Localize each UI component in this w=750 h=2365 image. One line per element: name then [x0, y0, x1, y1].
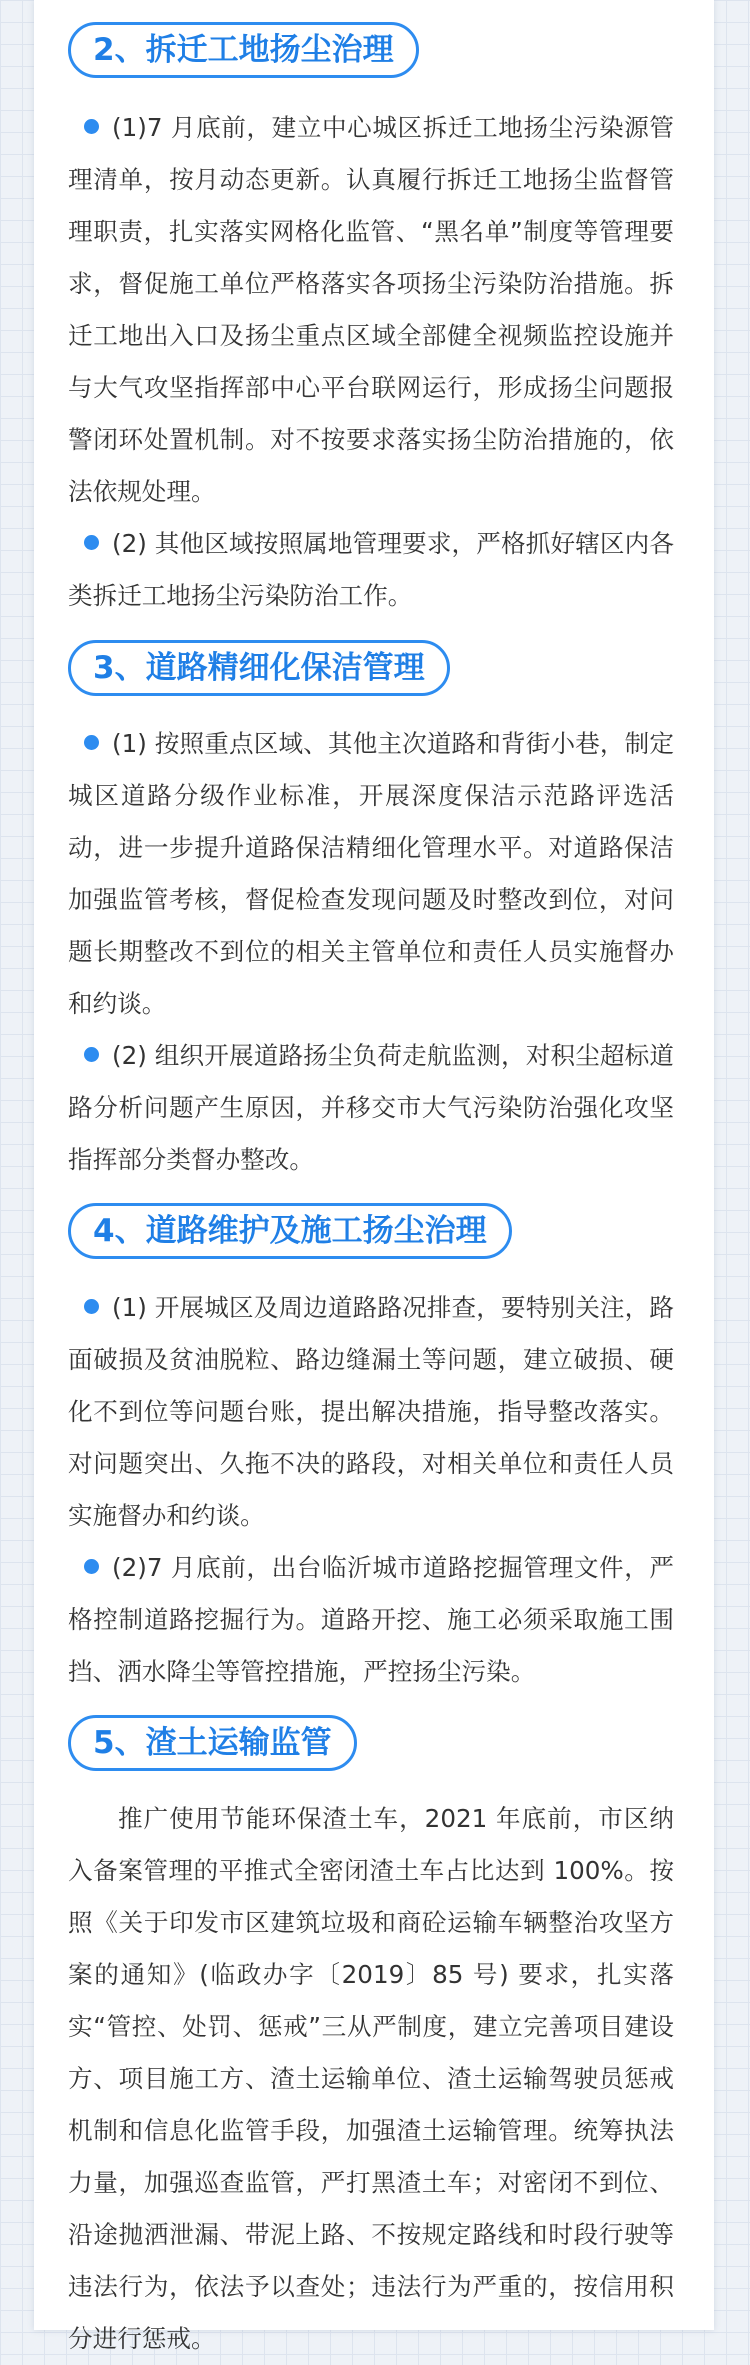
section-3-item-1-text: (1) 按照重点区域、其他主次道路和背街小巷，制定城区道路分级作业标准，开展深度保洁示范路评选活动，进一步提升道路保洁精细化管理水平。对道路保洁加强监管考核，督促检查发现问题及时整改到位，对问题长期整改不到位的相关主管单位和责任人员实施督办和约谈。 — [68, 729, 674, 1018]
section-5-body-text: 推广使用节能环保渣土车，2021 年底前，市区纳入备案管理的平推式全密闭渣土车占比达到 100%。按照《关于印发市区建筑垃圾和商砼运输车辆整治攻坚方案的通知》(临政办字〔2019〕85 号) 要求，扎实落实“管控、处罚、惩戒”三从严制度，建立完善项目建设方、项目施工方、渣土运输单位、渣土运输驾驶员惩戒机制和信息化监管手段，加强渣土运输管理。统筹执法力量，加强巡查监管，严打黑渣土车；对密闭不到位、沿途抛洒泄漏、带泥上路、不按规定路线和时段行驶等违法行为，依法予以查处；违法行为严重的，按信用积分进行惩戒。 — [68, 1804, 674, 2353]
section-3-item-1 — [68, 718, 674, 1030]
bullet-icon — [84, 735, 99, 750]
section-heading-3: 3、道路精细化保洁管理 — [68, 640, 450, 696]
section-2-item-1-text: (1)7 月底前，建立中心城区拆迁工地扬尘污染源管理清单，按月动态更新。认真履行拆迁工地扬尘监督管理职责，扎实落实网格化监管、“黑名单”制度等管理要求，督促施工单位严格落实各项扬尘污染防治措施。拆迁工地出入口及扬尘重点区域全部健全视频监控设施并与大气攻坚指挥部中心平台联网运行，形成扬尘问题报警闭环处置机制。对不按要求落实扬尘防治措施的，依法依规处理。 — [68, 113, 674, 506]
section-4-item-2-text: (2)7 月底前，出台临沂城市道路挖掘管理文件，严格控制道路挖掘行为。道路开挖、施工必须采取施工围挡、洒水降尘等管控措施，严控扬尘污染。 — [68, 1553, 674, 1686]
section-4-item-1 — [68, 1282, 674, 1542]
bullet-icon — [84, 119, 99, 134]
bullet-icon — [84, 535, 99, 550]
section-3-item-2-text: (2) 组织开展道路扬尘负荷走航监测，对积尘超标道路分析问题产生原因，并移交市大气污染防治强化攻坚指挥部分类督办整改。 — [68, 1041, 674, 1174]
section-2-item-1 — [68, 102, 674, 518]
section-heading-4: 4、道路维护及施工扬尘治理 — [68, 1203, 512, 1259]
section-3-item-2 — [68, 1030, 674, 1186]
section-5-body — [68, 1793, 674, 2365]
article-card — [34, 0, 714, 2353]
section-4-item-2 — [68, 1542, 674, 1698]
section-2-item-2-text: (2) 其他区域按照属地管理要求，严格抓好辖区内各类拆迁工地扬尘污染防治工作。 — [68, 529, 674, 610]
bullet-icon — [84, 1299, 99, 1314]
section-4-item-1-text: (1) 开展城区及周边道路路况排查，要特别关注，路面破损及贫油脱粒、路边缝漏土等问题，建立破损、硬化不到位等问题台账，提出解决措施，指导整改落实。对问题突出、久拖不决的路段，对相关单位和责任人员实施督办和约谈。 — [68, 1293, 674, 1530]
section-2-item-2 — [68, 518, 674, 622]
bullet-icon — [84, 1047, 99, 1062]
bullet-icon — [84, 1559, 99, 1574]
section-heading-2: 2、拆迁工地扬尘治理 — [68, 22, 419, 78]
section-heading-5: 5、渣土运输监管 — [68, 1715, 357, 1771]
